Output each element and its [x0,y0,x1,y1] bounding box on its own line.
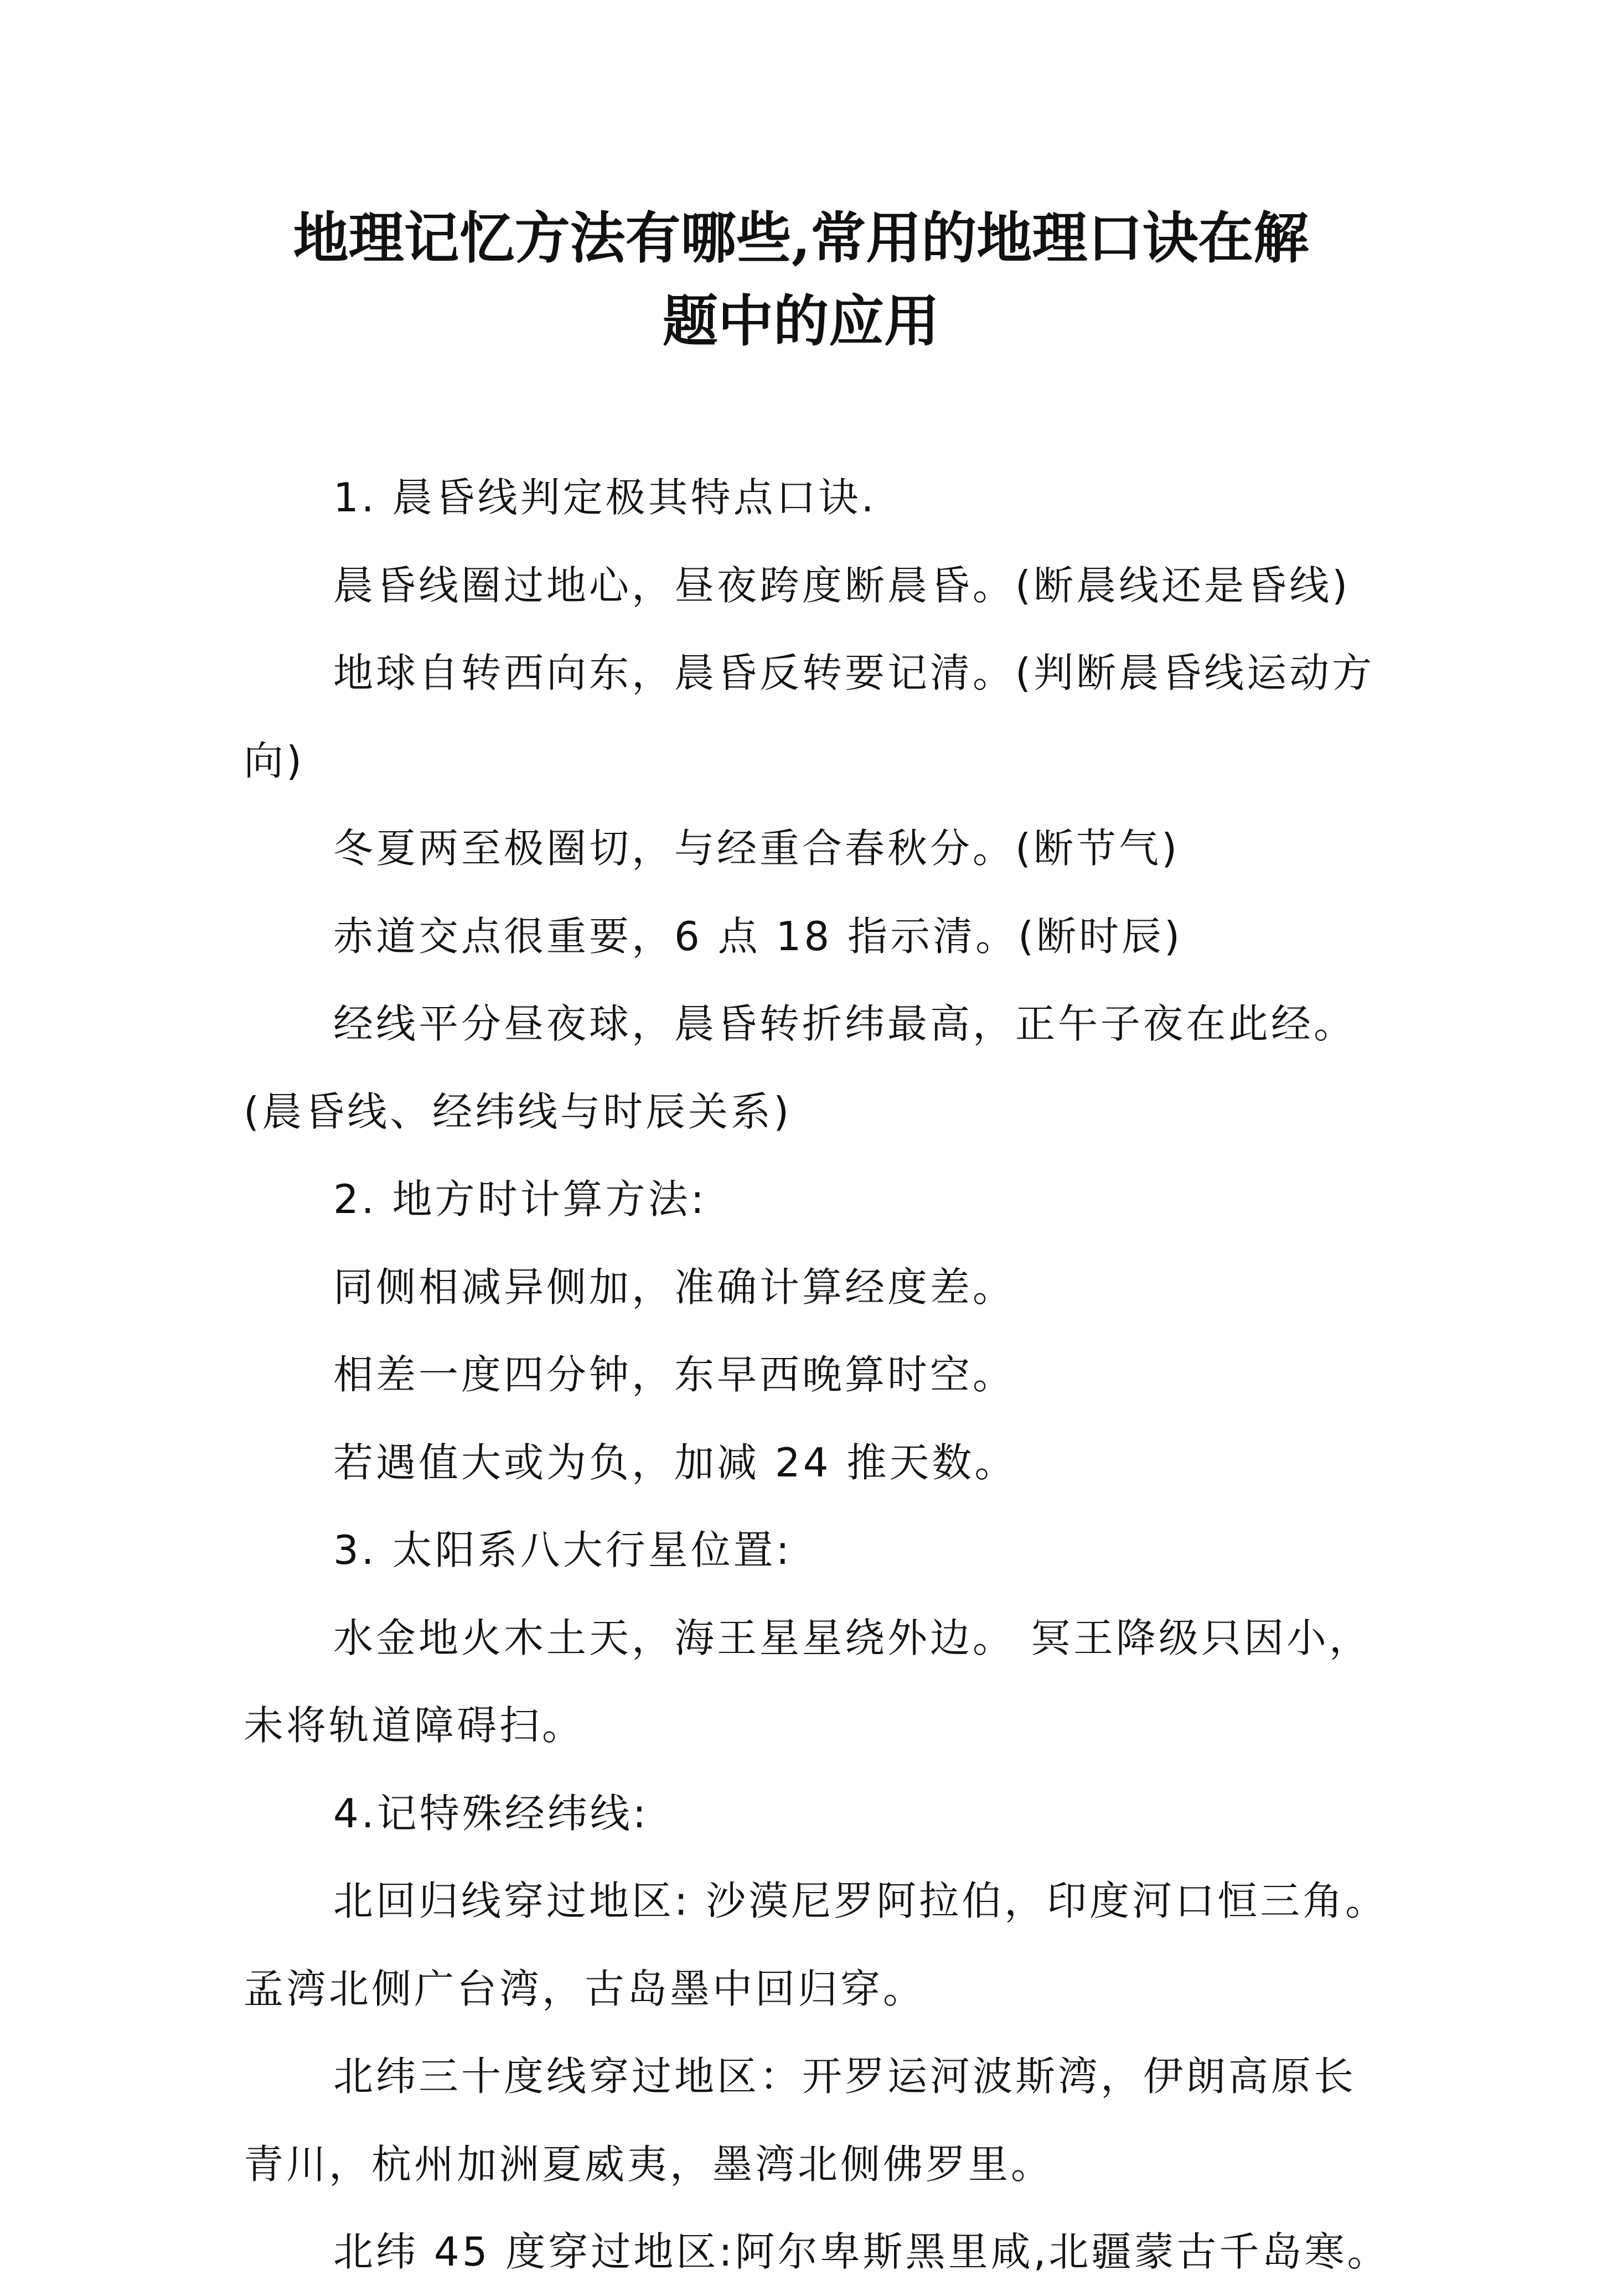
paragraph-terminator-rule-3: 冬夏两至极圈切，与经重合春秋分。(断节气) [333,825,1180,872]
document-body [244,454,1395,2296]
document-title-line-1: 地理记忆方法有哪些,常用的地理口诀在解 [293,205,1309,271]
paragraph-30-degree-line: 北纬三十度线穿过地区：开罗运河波斯湾，伊朗高原长青川，杭州加洲夏威夷，墨湾北侧佛罗里。 [244,2053,1357,2188]
paragraph-terminator-rule-2: 地球自转西向东，晨昏反转要记清。(判断晨昏线运动方向) [244,650,1375,784]
paragraph-terminator-rule-4: 赤道交点很重要，6 点 18 指示清。(断时辰) [333,913,1183,960]
paragraph-local-time-rule-2: 相差一度四分钟，东早西晚算时空。 [333,1351,1016,1398]
paragraph-terminator-rule-5: 经线平分昼夜球，晨昏转折纬最高，正午子夜在此经。(晨昏线、经纬线与时辰关系) [244,1001,1357,1135]
document-title-line-2: 题中的应用 [663,288,939,354]
paragraph-terminator-rule-1: 晨昏线圈过地心，昼夜跨度断晨昏。(断晨线还是昏线) [333,562,1351,609]
paragraph-planets-rule: 水金地火木土天，海王星星绕外边。 冥王降级只因小，未将轨道障碍扫。 [244,1614,1372,1749]
paragraph-section-2-heading: 2. 地方时计算方法: [333,1176,707,1222]
paragraph-section-3-heading: 3. 太阳系八大行星位置: [333,1527,792,1573]
paragraph-local-time-rule-1: 同侧相减异侧加，准确计算经度差。 [333,1263,1016,1310]
paragraph-tropic-of-cancer: 北回归线穿过地区: 沙漠尼罗阿拉伯，印度河口恒三角。孟湾北侧广台湾，古岛墨中回归穿。 [244,1878,1388,2012]
paragraph-45-degree-line: 北纬 45 度穿过地区:阿尔卑斯黑里咸,北疆蒙古千岛寒。 [333,2228,1390,2275]
paragraph-section-4-heading: 4.记特殊经纬线: [333,1790,649,1837]
paragraph-local-time-rule-3: 若遇值大或为负，加减 24 推天数。 [333,1439,1017,1486]
paragraph-section-1-heading: 1. 晨昏线判定极其特点口诀. [333,474,877,521]
